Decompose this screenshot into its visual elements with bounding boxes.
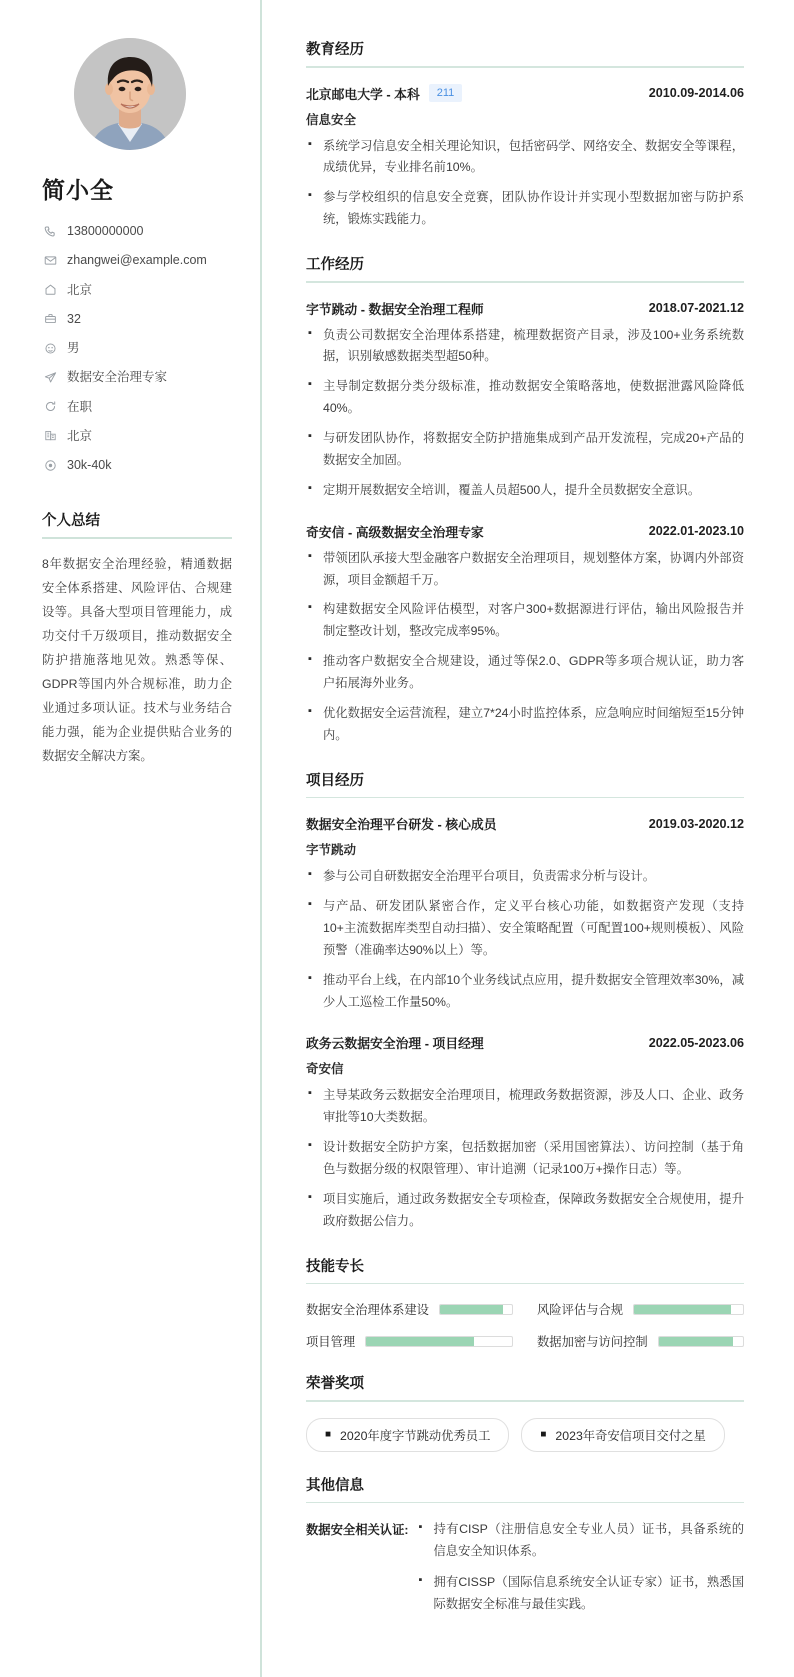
entry-date: 2018.07-2021.12: [648, 301, 744, 315]
contact-value: 在职: [67, 399, 93, 414]
contact-item-role: [42, 369, 232, 385]
skill-progress-bar: [365, 1336, 513, 1347]
contact-value: zhangwei@example.com: [67, 253, 207, 268]
honor-chip: [521, 1418, 724, 1452]
section-title-skills: 技能专长: [306, 1258, 364, 1275]
contact-value: 32: [67, 311, 81, 326]
entry-bullets: [306, 325, 744, 502]
bullet-item: ▪ 项目实施后，通过政务数据安全专项检查，保障政务数据安全合规使用，提升政府数据公信力。: [306, 1189, 744, 1233]
section-honors: [306, 1372, 744, 1452]
section-project: [306, 769, 744, 1233]
skill-row: [537, 1300, 744, 1318]
avatar-wrap: [28, 38, 232, 150]
entry-head: [306, 299, 744, 318]
section-divider: [306, 66, 744, 68]
other-info-row: [306, 1519, 744, 1625]
entry-title: 北京邮电大学 - 本科: [306, 86, 420, 102]
skill-row: [306, 1332, 513, 1350]
contact-item-gender: [42, 340, 232, 356]
bullet-item: ▪ 与研发团队协作，将数据安全防护措施集成到产品开发流程，完成20+产品的数据安全加固。: [306, 428, 744, 472]
section-title-other: 其他信息: [306, 1477, 364, 1494]
project-entry: [306, 1033, 744, 1232]
bullet-item: ▪ 定期开展数据安全培训，覆盖人员超500人，提升全员数据安全意识。: [306, 480, 744, 502]
contact-value: 数据安全治理专家: [67, 370, 168, 385]
target-icon: [42, 457, 58, 473]
entry-date: 2019.03-2020.12: [648, 816, 744, 831]
section-divider: [306, 1400, 744, 1402]
contact-item-age: [42, 311, 232, 327]
contact-item-city: [42, 428, 232, 444]
honor-label: 2020年度字节跳动优秀员工: [340, 1428, 491, 1443]
entry-title: 字节跳动 - 数据安全治理工程师: [306, 301, 484, 317]
entry-subtitle: 信息安全: [306, 112, 357, 127]
contact-value: 北京: [67, 428, 93, 443]
other-info-item: ▪ 拥有CISSP（国际信息系统安全认证专家）证书，熟悉国际数据安全标准与最佳实践。: [416, 1572, 744, 1616]
bullet-item: ▪ 参与公司自研数据安全治理平台项目，负责需求分析与设计。: [306, 866, 744, 888]
entry-title-wrap: [306, 1033, 484, 1052]
main-content: [262, 0, 794, 1677]
school-tag-badge: 211: [429, 84, 463, 102]
section-skills: [306, 1255, 744, 1351]
honors-list: [306, 1418, 744, 1452]
work-entry: [306, 299, 744, 502]
gender-icon: [42, 340, 58, 356]
skill-progress-fill: [440, 1305, 503, 1314]
avatar: [74, 38, 186, 150]
entry-title: 奇安信 - 高级数据安全治理专家: [306, 524, 484, 540]
entry-head: [306, 522, 744, 541]
contact-list: [42, 223, 232, 473]
bullet-item: ▪ 带领团队承接大型金融客户数据安全治理项目，规划整体方案，协调内外部资源，项目金额超千万。: [306, 548, 744, 592]
summary-title: 个人总结: [42, 513, 100, 530]
bullet-item: ▪ 构建数据安全风险评估模型，对客户300+数据源进行评估，输出风险报告并制定整改计划，整改完成率95%。: [306, 599, 744, 643]
entry-date: 2010.09-2014.06: [648, 86, 744, 100]
skill-label: 项目管理: [306, 1335, 356, 1350]
contact-item-salary: [42, 457, 232, 473]
skill-row: [306, 1300, 513, 1318]
section-divider: [306, 1283, 744, 1285]
contact-item-location: [42, 282, 232, 298]
square-marker-icon: ■: [540, 1428, 547, 1440]
bullet-item: ▪ 系统学习信息安全相关理论知识，包括密码学、网络安全、数据安全等课程，成绩优异，专业排名前10%。: [306, 136, 744, 180]
entry-head: [306, 814, 744, 833]
other-info-list: [416, 1519, 744, 1625]
skill-progress-fill: [366, 1337, 474, 1346]
entry-bullets: [306, 136, 744, 232]
section-education: [306, 38, 744, 231]
honor-chip: [306, 1418, 509, 1452]
contact-item-phone: [42, 223, 232, 239]
other-info-item: ▪ 持有CISP（注册信息安全专业人员）证书，具备系统的信息安全知识体系。: [416, 1519, 744, 1563]
bullet-item: ▪ 优化数据安全运营流程，建立7*24小时监控体系，应急响应时间缩短至15分钟内。: [306, 703, 744, 747]
skill-row: [537, 1332, 744, 1350]
entry-bullets: [306, 548, 744, 747]
contact-value: 30k-40k: [67, 458, 112, 472]
summary-divider: [42, 537, 232, 539]
entry-head: [306, 1033, 744, 1052]
skill-label: 风险评估与合规: [537, 1303, 624, 1318]
education-entry: [306, 84, 744, 232]
skill-progress-fill: [634, 1305, 731, 1314]
skill-progress-fill: [659, 1337, 733, 1346]
entry-bullets: [306, 866, 744, 1013]
entry-bullets: [306, 1085, 744, 1232]
skills-grid: [306, 1300, 744, 1350]
skill-label: 数据安全治理体系建设: [306, 1303, 429, 1318]
entry-title-wrap: [306, 814, 497, 833]
entry-subtitle: 字节跳动: [306, 843, 357, 858]
honor-label: 2023年奇安信项目交付之星: [555, 1428, 706, 1443]
bullet-item: ▪ 参与学校组织的信息安全竞赛，团队协作设计并实现小型数据加密与防护系统，锻炼实践能力。: [306, 187, 744, 231]
entry-title-wrap: [306, 84, 462, 103]
bullet-item: ▪ 与产品、研发团队紧密合作，定义平台核心功能，如数据资产发现（支持10+主流数据库类型自动扫描）、安全策略配置（可配置100+规则模板）、风险预警（准确率达90%以上）等。: [306, 896, 744, 962]
entry-head: [306, 84, 744, 103]
bullet-item: ▪ 负责公司数据安全治理体系搭建，梳理数据资产目录，涉及100+业务系统数据，识别敏感数据类型超50种。: [306, 325, 744, 369]
skill-progress-bar: [439, 1304, 513, 1315]
envelope-icon: [42, 252, 58, 268]
building-icon: [42, 428, 58, 444]
entry-title: 数据安全治理平台研发 - 核心成员: [306, 817, 497, 833]
section-title-education: 教育经历: [306, 42, 364, 58]
contact-value: 男: [67, 341, 80, 355]
entry-date: 2022.05-2023.06: [648, 1035, 744, 1050]
entry-title: 政务云数据安全治理 - 项目经理: [306, 1036, 484, 1052]
section-divider: [306, 1502, 744, 1504]
paper-plane-icon: [42, 369, 58, 385]
home-icon: [42, 282, 58, 298]
refresh-icon: [42, 399, 58, 415]
skill-label: 数据加密与访问控制: [537, 1335, 648, 1350]
bullet-item: ▪ 设计数据安全防护方案，包括数据加密（采用国密算法）、访问控制（基于角色与数据分级的权限管理）、审计追溯（记录100万+操作日志）等。: [306, 1137, 744, 1181]
bullet-item: ▪ 主导制定数据分类分级标准，推动数据安全策略落地，使数据泄露风险降低40%。: [306, 376, 744, 420]
section-work: [306, 253, 744, 747]
phone-icon: [42, 223, 58, 239]
entry-title-wrap: [306, 299, 484, 318]
bullet-item: ▪ 推动客户数据安全合规建设，通过等保2.0、GDPR等多项合规认证，助力客户拓展海外业务。: [306, 651, 744, 695]
contact-value: 北京: [67, 282, 93, 297]
section-divider: [306, 281, 744, 283]
briefcase-icon: [42, 311, 58, 327]
section-title-honors: 荣誉奖项: [306, 1376, 364, 1393]
entry-date: 2022.01-2023.10: [648, 524, 744, 539]
skill-progress-bar: [633, 1304, 744, 1315]
bullet-item: ▪ 主导某政务云数据安全治理项目，梳理政务数据资源，涉及人口、企业、政务审批等10大类数据。: [306, 1085, 744, 1129]
person-name: 简小全: [42, 177, 114, 203]
section-title-project: 项目经历: [306, 772, 364, 789]
section-title-work: 工作经历: [306, 257, 364, 273]
summary-text: 8年数据安全治理经验，精通数据安全体系搭建、风险评估、合规建设等。具备大型项目管理能力，成功交付千万级项目，推动数据安全防护措施落地见效。熟悉等保、GDPR等国内外合规标准，助力企业通过多项认证。技术与业务结合能力强，能为企业提供贴合业务的数据安全解决方案。: [42, 557, 232, 763]
skill-progress-bar: [658, 1336, 744, 1347]
contact-item-status: [42, 399, 232, 415]
entry-title-wrap: [306, 522, 484, 541]
entry-subtitle: 奇安信: [306, 1062, 344, 1077]
section-other-info: [306, 1474, 744, 1625]
other-info-label: 数据安全相关认证:: [306, 1523, 409, 1538]
section-divider: [306, 797, 744, 799]
contact-item-email: [42, 252, 232, 268]
sidebar: [0, 0, 262, 1677]
bullet-item: ▪ 推动平台上线，在内部10个业务线试点应用，提升数据安全管理效率30%，减少人工巡检工作量50%。: [306, 970, 744, 1014]
contact-value: 13800000000: [67, 224, 144, 238]
square-marker-icon: ■: [325, 1428, 332, 1440]
project-entry: [306, 814, 744, 1013]
work-entry: [306, 522, 744, 747]
